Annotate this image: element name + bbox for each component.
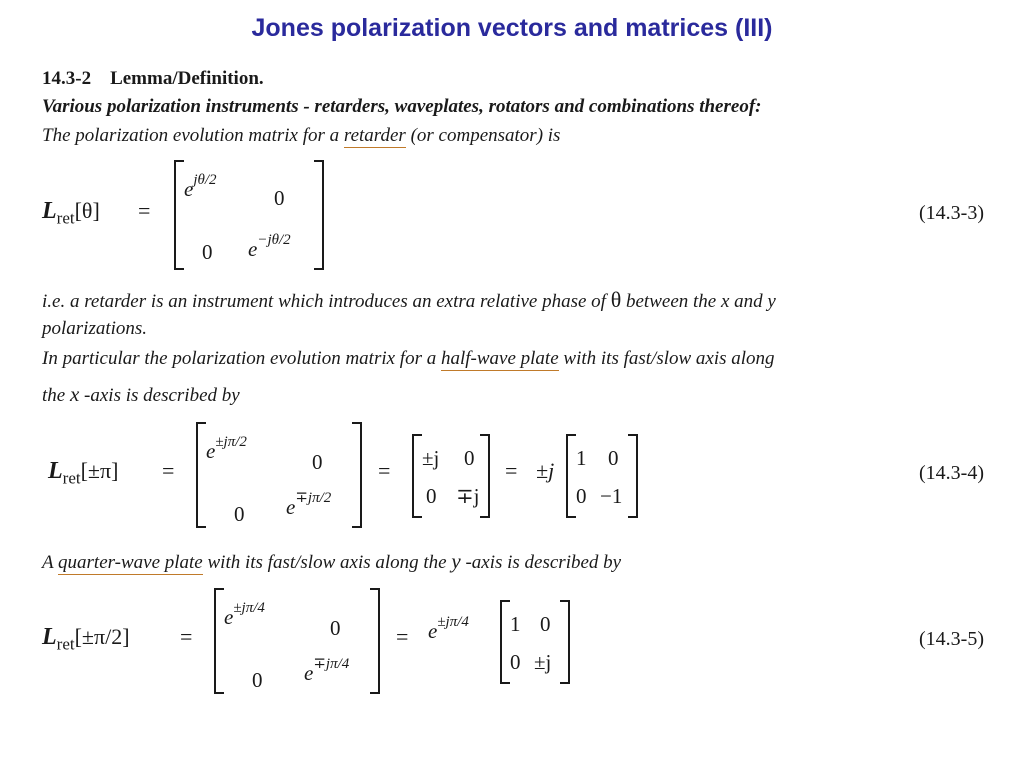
- eq2-n21: 0: [426, 484, 437, 508]
- eq1-m22: [248, 232, 291, 262]
- e-symbol: e: [206, 439, 216, 463]
- e-symbol: e: [184, 177, 194, 201]
- retarder-link[interactable]: retarder: [343, 125, 406, 146]
- halfwave-line: [42, 348, 775, 370]
- e-symbol: e: [248, 237, 258, 261]
- eq2-m11-exp: ±jπ/2: [215, 434, 247, 450]
- eq3-lhs: [42, 624, 130, 654]
- eq2-m11: [206, 434, 247, 464]
- eq3-ret: ret: [56, 634, 75, 654]
- eq3-number: (14.3-5): [919, 628, 984, 650]
- eq2-equals-1: =: [162, 458, 175, 483]
- eq2-number: (14.3-4): [919, 462, 984, 484]
- eq2-matrix-b: [412, 434, 490, 518]
- eq2a-bracket-right: [352, 422, 362, 528]
- eq3-m12: 0: [330, 616, 341, 640]
- eq2-equals-2: =: [378, 458, 391, 483]
- x-symbol: x: [69, 382, 80, 406]
- eq1-lhs: [42, 198, 100, 228]
- eq2-n12: 0: [464, 446, 475, 470]
- eq2-arg: [±π]: [80, 458, 119, 483]
- eq3-equals-1: =: [180, 624, 193, 649]
- eq2-p12: 0: [608, 446, 619, 470]
- e-symbol: e: [224, 605, 234, 629]
- eq2-p11: 1: [576, 446, 587, 470]
- eq3-equals-2: =: [396, 624, 409, 649]
- lemma-heading: [42, 68, 264, 90]
- quarter-wave-plate-link[interactable]: quarter-wave plate: [58, 552, 203, 573]
- eq3-m22: [304, 658, 349, 686]
- eq3-n22: ±j: [534, 650, 552, 674]
- text2-line3-a: In particular the polarization evolution matrix for a: [42, 348, 441, 369]
- text2-line3-b: with its fast/slow axis along: [558, 348, 775, 369]
- e-symbol: e: [428, 619, 438, 643]
- eq3-m11: [224, 600, 265, 630]
- eq1-equals: =: [138, 198, 151, 223]
- text3-b: with its fast/slow axis along the: [202, 552, 452, 573]
- eq2b-bracket-left: [412, 434, 422, 518]
- eq3-arg: [±π/2]: [74, 624, 130, 649]
- eq2-n11: ±j: [422, 446, 440, 470]
- text3-c: -axis is described by: [460, 552, 622, 573]
- eq1-number: (14.3-3): [919, 202, 984, 224]
- e-symbol: e: [286, 495, 296, 519]
- equation-14-3-3: [0, 158, 1024, 270]
- equation-14-3-4: [0, 420, 1024, 530]
- eq2-ret: ret: [62, 468, 81, 488]
- eq3-prefactor: [428, 614, 469, 644]
- text2-line1-b: between the x and y: [621, 291, 776, 312]
- eq1-matrix: [174, 160, 324, 270]
- eq2a-bracket-left: [196, 422, 206, 528]
- eq1-L: L: [42, 198, 57, 224]
- section-number: 14.3-2: [42, 68, 92, 89]
- eq3-m11-exp: ±jπ/4: [233, 600, 265, 616]
- text2-line1-a: i.e. a retarder is an instrument which introduces an extra relative phase of: [42, 291, 611, 312]
- eq1-ret: ret: [56, 208, 75, 228]
- eq3-m21: 0: [252, 668, 263, 692]
- eq1-bracket-right: [314, 160, 324, 270]
- text2-line4: [42, 382, 240, 407]
- eq2-p22: −1: [600, 484, 623, 508]
- intro-text-a: The polarization evolution matrix for a: [42, 125, 344, 146]
- eq1-m22-exp: −jθ/2: [257, 232, 291, 248]
- eq2c-bracket-left: [566, 434, 576, 518]
- eq2-scalar: ±j: [536, 458, 555, 483]
- eq1-m11: [184, 172, 217, 202]
- eq3b-bracket-left: [500, 600, 510, 684]
- eq3-matrix-b: [500, 600, 570, 684]
- eq2-p21: 0: [576, 484, 587, 508]
- eq3-m22-exp: ∓jπ/4: [313, 656, 350, 672]
- eq3-n12: 0: [540, 612, 551, 636]
- eq2-n22: ∓j: [456, 484, 480, 508]
- e-symbol: e: [304, 661, 314, 685]
- intro-text-b: (or compensator) is: [405, 125, 561, 146]
- eq1-bracket-left: [174, 160, 184, 270]
- eq2c-bracket-right: [628, 434, 638, 518]
- text2-line4-a: the: [42, 385, 70, 406]
- eq1-arg: [θ]: [74, 198, 100, 223]
- eq2-m21: 0: [234, 502, 245, 526]
- eq2-m22-exp: ∓jπ/2: [295, 490, 332, 506]
- eq3-L: L: [42, 624, 57, 650]
- eq3-matrix-a: [214, 588, 380, 694]
- eq3-n11: 1: [510, 612, 521, 636]
- eq1-m12: 0: [274, 186, 285, 210]
- theta-symbol: θ: [610, 287, 622, 312]
- eq2-m12: 0: [312, 450, 323, 474]
- text2-line2: polarizations.: [42, 318, 148, 339]
- retarder-description: [42, 287, 776, 313]
- equation-14-3-5: [0, 586, 1024, 696]
- section-subtitle: Various polarization instruments - retarders, waveplates, rotators and combinations thereof:: [42, 96, 762, 117]
- half-wave-plate-link[interactable]: half-wave plate: [440, 348, 559, 369]
- eq1-m11-exp: jθ/2: [193, 172, 217, 188]
- eq1-m21: 0: [202, 240, 213, 264]
- y-symbol: y: [451, 549, 461, 573]
- eq2-matrix-c: [566, 434, 638, 518]
- eq2-matrix-a: [196, 422, 362, 528]
- text3-a: A: [42, 552, 59, 573]
- section-label: Lemma/Definition.: [110, 68, 264, 89]
- eq2-equals-3: =: [505, 458, 518, 483]
- eq3-n21: 0: [510, 650, 521, 674]
- eq2-lhs: [48, 458, 118, 488]
- eq3-prefactor-exp: ±jπ/4: [437, 614, 469, 630]
- intro-line: [42, 125, 560, 147]
- eq2b-bracket-right: [480, 434, 490, 518]
- quarterwave-line: [42, 549, 621, 574]
- eq3b-bracket-right: [560, 600, 570, 684]
- eq2-m22: [286, 492, 331, 520]
- eq2-L: L: [48, 458, 63, 484]
- text2-line4-b: -axis is described by: [79, 385, 240, 406]
- eq3a-bracket-right: [370, 588, 380, 694]
- eq3a-bracket-left: [214, 588, 224, 694]
- slide-title: Jones polarization vectors and matrices (III): [251, 14, 773, 42]
